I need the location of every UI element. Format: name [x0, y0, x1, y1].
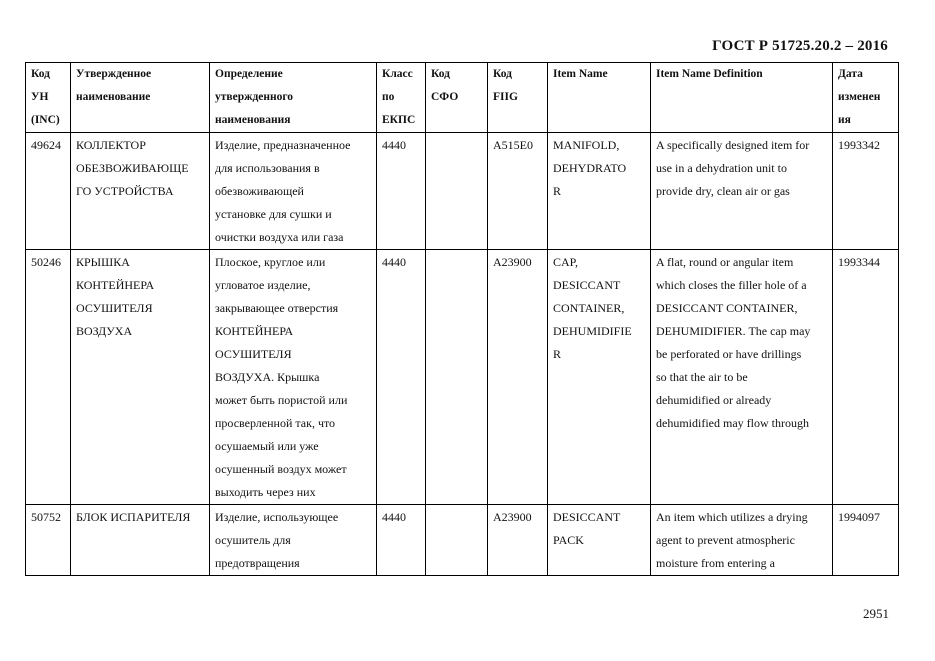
header-fiig: Код FIIG — [488, 63, 548, 133]
table-header-row — [26, 63, 899, 133]
cell-sfo — [426, 133, 488, 250]
header-definition: Определение утвержденного наименования — [210, 63, 377, 133]
table-row — [26, 250, 899, 505]
cell-class: 4440 — [377, 250, 426, 505]
cell-fiig: A515E0 — [488, 133, 548, 250]
cell-name: БЛОК ИСПАРИТЕЛЯ — [71, 505, 210, 576]
header-class: Класс по ЕКПС — [377, 63, 426, 133]
document-code: ГОСТ Р 51725.20.2 – 2016 — [712, 38, 888, 54]
cell-item-name: MANIFOLD, DEHYDRATO R — [548, 133, 651, 250]
cell-name: КОЛЛЕКТОР ОБЕЗВОЖИВАЮЩЕ ГО УСТРОЙСТВА — [71, 133, 210, 250]
cell-class: 4440 — [377, 505, 426, 576]
header-inc: Код УН (INC) — [26, 63, 71, 133]
header-date: Дата изменен ия — [833, 63, 899, 133]
cell-date: 1993342 — [833, 133, 899, 250]
cell-item-definition: A specifically designed item for use in a dehydration unit to provide dry, clean air or gas — [651, 133, 833, 250]
header-name: Утвержденное наименование — [71, 63, 210, 133]
cell-fiig: A23900 — [488, 505, 548, 576]
cell-sfo — [426, 505, 488, 576]
cell-fiig: A23900 — [488, 250, 548, 505]
cell-class: 4440 — [377, 133, 426, 250]
cell-item-name: DESICCANT PACK — [548, 505, 651, 576]
table-row — [26, 505, 899, 576]
header-sfo: Код СФО — [426, 63, 488, 133]
cell-item-definition: An item which utilizes a drying agent to prevent atmospheric moisture from entering a — [651, 505, 833, 576]
cell-name: КРЫШКА КОНТЕЙНЕРА ОСУШИТЕЛЯ ВОЗДУХА — [71, 250, 210, 505]
cell-date: 1993344 — [833, 250, 899, 505]
cell-date: 1994097 — [833, 505, 899, 576]
cell-definition: Изделие, использующее осушитель для предотвращения — [210, 505, 377, 576]
page-number: 2951 — [863, 606, 889, 621]
header-item-definition: Item Name Definition — [651, 63, 833, 133]
cell-inc: 49624 — [26, 133, 71, 250]
cell-item-definition: A flat, round or angular item which closes the filler hole of a DESICCANT CONTAINER, DEHUMIDIFIER. The cap may be perforated or have drillings so that the air to be dehumidified or already dehumidified may flow through — [651, 250, 833, 505]
header-item-name: Item Name — [548, 63, 651, 133]
classification-table — [25, 62, 899, 576]
table-row — [26, 133, 899, 250]
cell-item-name: CAP, DESICCANT CONTAINER, DEHUMIDIFIE R — [548, 250, 651, 505]
cell-inc: 50246 — [26, 250, 71, 505]
cell-definition: Плоское, круглое или угловатое изделие, закрывающее отверстия КОНТЕЙНЕРА ОСУШИТЕЛЯ ВОЗДУХА. Крышка может быть пористой или просверленной так, что осушаемый или уже осушенный воздух может выходить через них — [210, 250, 377, 505]
cell-definition: Изделие, предназначенное для использования в обезвоживающей установке для сушки и очистки воздуха или газа — [210, 133, 377, 250]
cell-sfo — [426, 250, 488, 505]
cell-inc: 50752 — [26, 505, 71, 576]
